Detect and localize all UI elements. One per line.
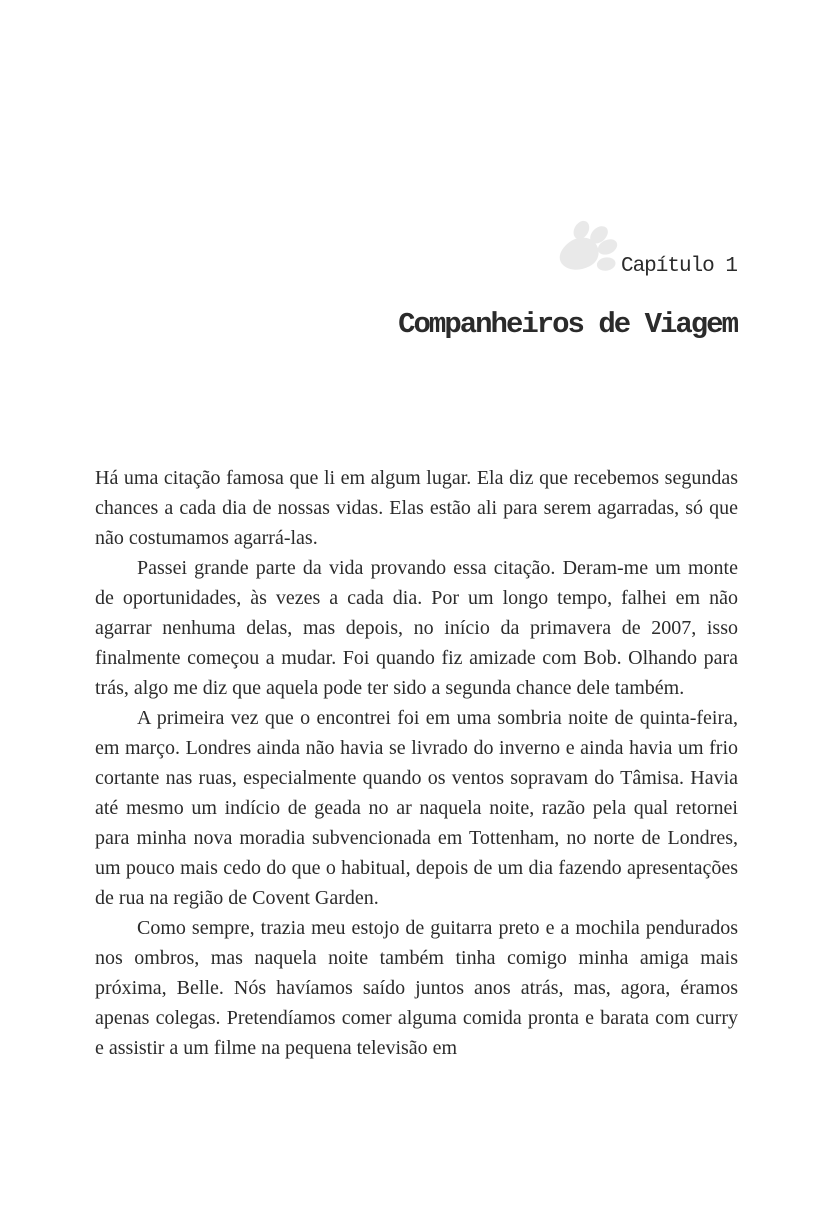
body-paragraph: Como sempre, trazia meu estojo de guitarra preto e a mochila pendurados nos ombros, mas naquela noite também tinha comigo minha amiga mais próxima, Belle. Nós havíamos saído juntos anos atrás, mas, agora, éramos apenas colegas. Pretendíamos comer alguma comida pronta e barata com curry e assistir a um filme na pequena televisão em (95, 917, 738, 1059)
body-paragraph: Há uma citação famosa que li em algum lugar. Ela diz que recebemos segundas chances a cada dia de nossas vidas. Elas estão ali para serem agarradas, só que não costumamos agarrá-las. (95, 467, 738, 549)
body-paragraph: Passei grande parte da vida provando essa citação. Deram-me um monte de oportunidades, às vezes a cada dia. Por um longo tempo, falhei em não agarrar nenhuma delas, mas depois, no início da primavera de 2007, isso finalmente começou a mudar. Foi quando fiz amizade com Bob. Olhando para trás, algo me diz que aquela pode ter sido a segunda chance dele também. (95, 557, 738, 699)
body-paragraph: A primeira vez que o encontrei foi em uma sombria noite de quinta-feira, em março. Londres ainda não havia se livrado do inverno e ainda havia um frio cortante nas ruas, especialmente quando os ventos sopravam do Tâmisa. Havia até mesmo um indício de geada no ar naquela noite, razão pela qual retornei para minha nova moradia subvencionada em Tottenham, no norte de Londres, um pouco mais cedo do que o habitual, depois de um dia fazendo apresentações de rua na região de Covent Garden. (95, 707, 738, 909)
body-text (95, 463, 738, 1063)
paw-print-svg (545, 211, 627, 289)
chapter-label: Capítulo 1 (620, 255, 737, 278)
chapter-title: Companheiros de Viagem (398, 308, 737, 341)
paw-print-icon (545, 211, 627, 289)
